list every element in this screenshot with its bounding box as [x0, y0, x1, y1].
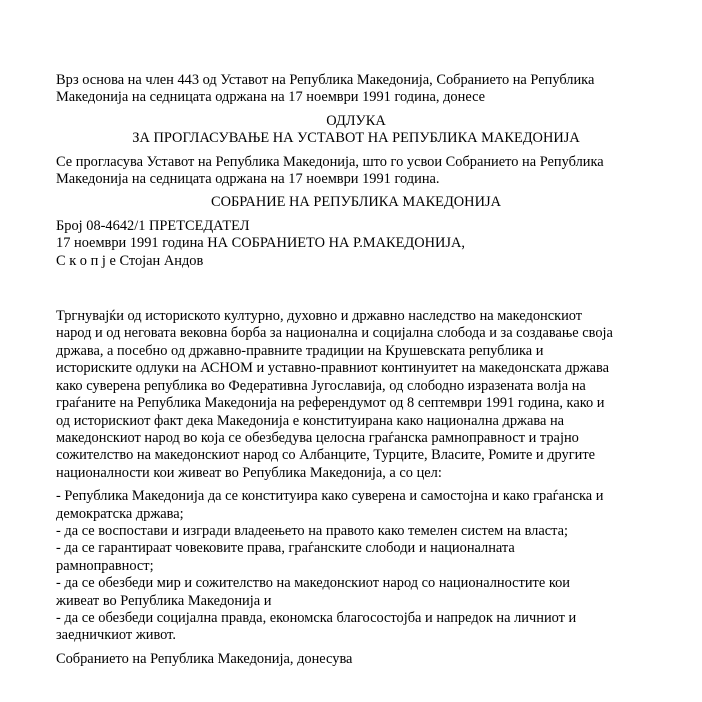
goal-line: - да се обезбеди социјална правда, економска благосостојба и напредок на личниот и	[56, 609, 577, 626]
proclamation-line: Македонија на седницата одржана на 17 ноември 1991 година.	[56, 171, 440, 188]
proclamation-line: Се прогласува Уставот на Република Македонија, што го усвои Собранието на Република	[56, 153, 604, 170]
decision-heading	[56, 113, 656, 148]
goal-line: живеат во Република Македонија и	[56, 592, 272, 609]
preamble-line: сожителство на македонскиот народ со Албанците, Турците, Власите, Ромите и другите	[56, 447, 596, 464]
preamble-paragraph	[56, 308, 656, 482]
intro-line: Македонија на седницата одржана на 17 ноември 1991 година, донесе	[56, 89, 486, 106]
goal-line: демократска држава;	[56, 505, 184, 522]
decision-title: ОДЛУКА	[326, 112, 386, 129]
signature-line: Број 08-4642/1 ПРЕТСЕДАТЕЛ	[56, 217, 250, 234]
preamble-line: граѓаните на Република Македонија на референдумот од 8 септември 1991 година, како и	[56, 395, 605, 412]
goal-line: - Република Македонија да се конституира како суверена и самостојна и како граѓанска и	[56, 488, 604, 505]
signature-line: 17 ноември 1991 година НА СОБРАНИЕТО НА Р.МАКЕДОНИЈА,	[56, 235, 465, 252]
signature-block	[56, 218, 656, 270]
goal-line: - да се обезбеди мир и сожителство на македонскиот народ со националностите кои	[56, 575, 570, 592]
proclamation-paragraph	[56, 154, 656, 189]
preamble-line: националности кои живеат во Република Македонија, а со цел:	[56, 464, 442, 481]
preamble-line: од историскиот факт дека Македонија е конституирана како национална држава на	[56, 412, 565, 429]
preamble-line: историските одлуки на АСНОМ и уставно-правниот континуитет на македонската држава	[56, 360, 610, 377]
preamble-line: држава, а посебно од државно-правните традиции на Крушевската република и	[56, 342, 544, 359]
preamble-line: Тргнувајќи од историското културно, духовно и државно наследство на македонскиот	[56, 308, 583, 325]
closing-line: Собранието на Република Македонија, донесува	[56, 650, 353, 667]
preamble-line: како суверена република во Федеративна Југославија, од слободно изразената волја на	[56, 377, 586, 394]
assembly-heading: СОБРАНИЕ НА РЕПУБЛИКА МАКЕДОНИЈА	[211, 194, 501, 211]
preamble-line: македонскиот народ во која се обезбедува целосна граѓанска рамноправност и трајно	[56, 429, 579, 446]
intro-line: Врз основа на член 443 од Уставот на Република Македонија, Собранието на Република	[56, 72, 595, 88]
signature-line: С к о п ј е Стојан Андов	[56, 252, 204, 269]
intro-paragraph	[56, 72, 656, 107]
goal-line: - да се гарантираат човековите права, граѓанските слободи и националната	[56, 540, 515, 557]
goal-line: заедничкиот живот.	[56, 627, 176, 644]
preamble-line: народ и од неговата вековна борба за национална и социјална слобода и за создавање своја	[56, 325, 613, 342]
document-page	[56, 72, 656, 668]
goal-line: - да се воспостави и изгради владеењето на правото како темелен систем на власта;	[56, 522, 568, 539]
goal-line: рамноправност;	[56, 557, 154, 574]
goals-list	[56, 488, 656, 645]
decision-subtitle: ЗА ПРОГЛАСУВАЊЕ НА УСТАВОТ НА РЕПУБЛИКА МАКЕДОНИЈА	[132, 130, 580, 147]
